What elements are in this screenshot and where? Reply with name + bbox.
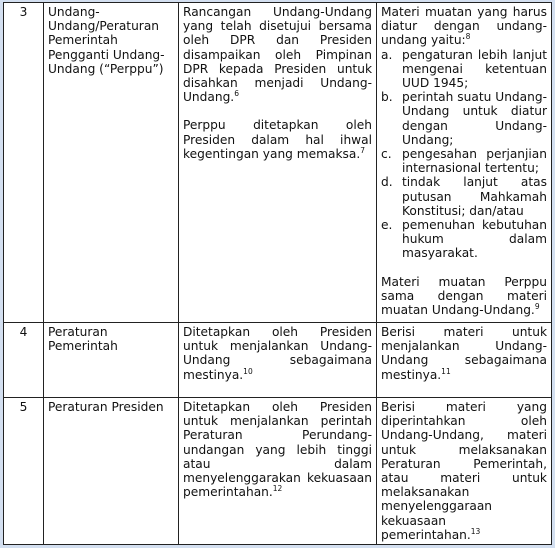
process-text: Perppu ditetapkan oleh Presiden dalam hal ihwal kegentingan yang memaksa. [183, 118, 372, 161]
footnote-ref: 13 [470, 526, 481, 536]
process-text: Ditetapkan oleh Presiden untuk menjalankan Undang-Undang sebagaimana mestinya. [183, 325, 372, 382]
content-outro-text: Materi muatan Perppu sama dengan materi muatan Undang-Undang. [381, 274, 547, 318]
content-outro [381, 275, 547, 318]
footnote-ref: 8 [465, 32, 471, 42]
list-text: pengesahan perjanjian internasional tertentu; [402, 147, 547, 176]
footnote-ref: 7 [360, 145, 366, 155]
content-intro-text: Materi muatan yang harus diatur dengan undang-undang yaitu: [381, 5, 547, 48]
list-text: perintah suatu Undang-Undang untuk diatur dengan Undang-Undang; [402, 90, 547, 147]
process-cell [179, 3, 377, 323]
table-row [4, 398, 552, 545]
row-number: 4 [4, 323, 44, 398]
regulation-type: Peraturan Pemerintah [44, 323, 179, 398]
content-text: Berisi materi yang diperintahkan oleh Undang-Undang, materi untuk melaksanakan Peraturan Pemerintah, atau materi untuk melaksanakan menyelenggaraan kekuasaan pemerintahan. [381, 400, 547, 542]
list-item [381, 175, 547, 218]
list-item [381, 90, 547, 147]
list-text: tindak lanjut atas putusan Mahkamah Konstitusi; dan/atau [402, 175, 547, 218]
list-item [381, 218, 547, 261]
content-cell [377, 398, 552, 545]
list-item [381, 147, 547, 175]
process-text: Ditetapkan oleh Presiden untuk menjalankan perintah Peraturan Perundang-undangan yang lebih tinggi atau dalam menyelenggarakan kekuasaan pemerintahan. [183, 400, 372, 500]
content-intro [381, 5, 547, 48]
regulation-type: Peraturan Presiden [44, 398, 179, 545]
list-marker: c. [381, 147, 392, 162]
table-row [4, 3, 552, 323]
list-text: pengaturan lebih lanjut mengenai ketentuan UUD 1945; [402, 47, 547, 91]
content-cell [377, 323, 552, 398]
process-cell [179, 398, 377, 545]
process-paragraph [183, 5, 372, 104]
regulation-type: Undang-Undang/Peraturan Pemerintah Pengganti Undang-Undang (“Perppu”) [44, 3, 179, 323]
content-list [381, 48, 547, 261]
list-marker: a. [381, 47, 393, 62]
row-number: 5 [4, 398, 44, 545]
content-cell [377, 3, 552, 323]
footnote-ref: 12 [272, 484, 283, 494]
process-cell [179, 323, 377, 398]
footnote-ref: 11 [441, 366, 451, 376]
list-text: pemenuhan kebutuhan hukum dalam masyarakat. [402, 218, 547, 261]
regulation-hierarchy-table [3, 2, 552, 545]
list-marker: e. [381, 218, 393, 233]
list-item [381, 48, 547, 91]
content-text: Berisi materi untuk menjalankan Undang-Undang sebagaimana mestinya. [381, 325, 547, 382]
process-paragraph [183, 118, 372, 161]
row-number: 3 [4, 3, 44, 323]
list-marker: d. [381, 175, 393, 190]
footnote-ref: 6 [234, 89, 239, 99]
footnote-ref: 9 [534, 302, 540, 312]
footnote-ref: 10 [243, 366, 253, 376]
table-row [4, 323, 552, 398]
process-text: Rancangan Undang-Undang yang telah disetujui bersama oleh DPR dan Presiden disampaikan oleh Pimpinan DPR kepada Presiden untuk disahkan menjadi Undang-Undang. [183, 5, 372, 105]
list-marker: b. [381, 90, 393, 105]
